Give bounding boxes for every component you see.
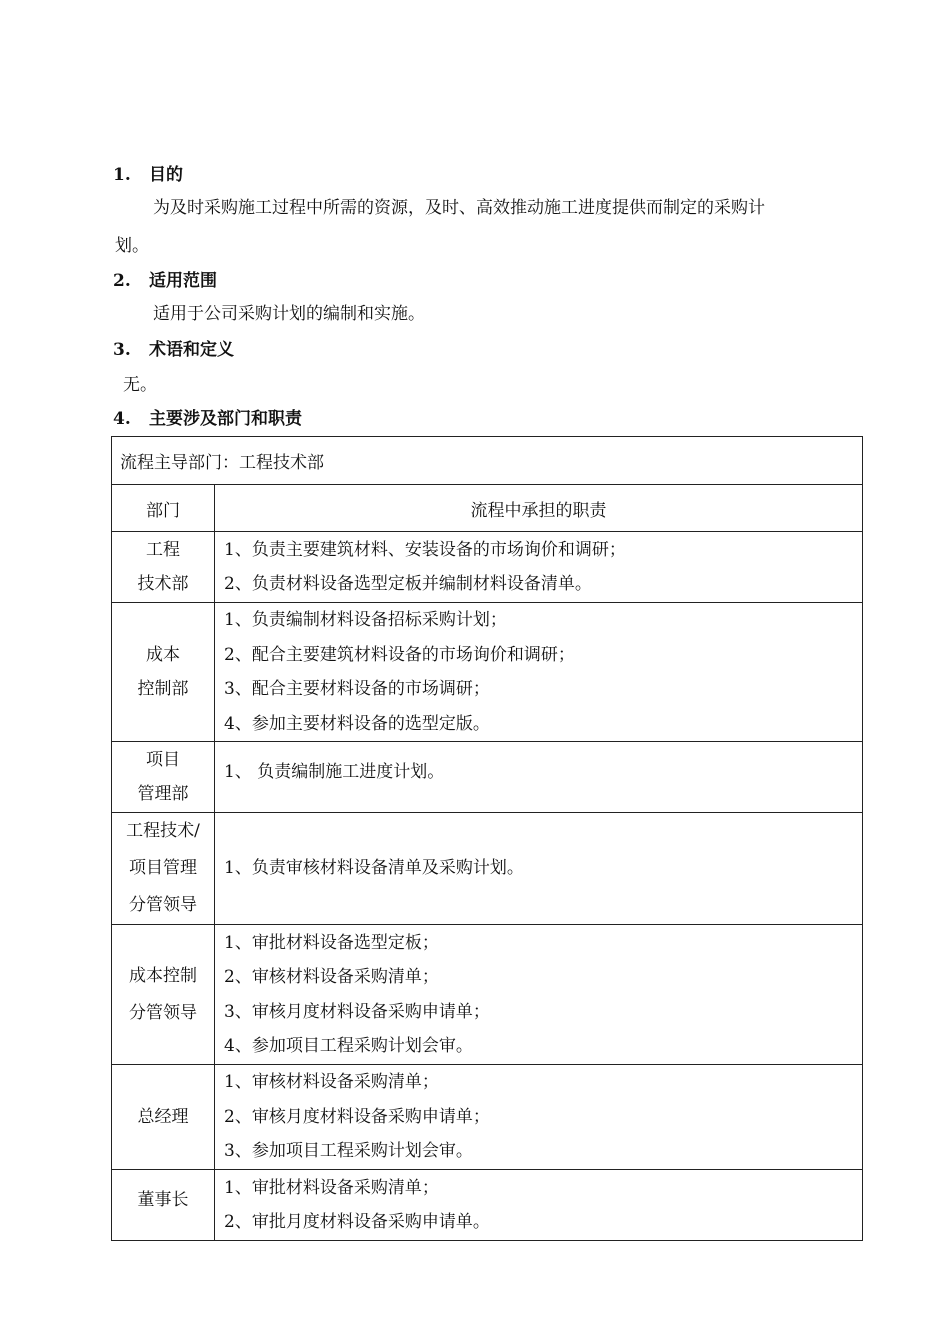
table-row: [112, 532, 863, 603]
scope-text: 适用于公司采购计划的编制和实施。: [153, 304, 425, 324]
duties-cell: 1、 负责编制施工进度计划。: [215, 742, 863, 813]
duties-cell: 1、审批材料设备采购清单； 2、审批月度材料设备采购申请单。: [215, 1170, 863, 1241]
table-row: [112, 1065, 863, 1170]
table-row: [112, 925, 863, 1065]
table-row: [112, 1170, 863, 1241]
dept-cell: 成本控制 分管领导: [112, 925, 215, 1065]
lead-dept-row: [112, 437, 863, 485]
duties-cell: 1、审核材料设备采购清单； 2、审核月度材料设备采购申请单； 3、参加项目工程采购计划会审。: [215, 1065, 863, 1170]
duties-cell: 1、负责审核材料设备清单及采购计划。: [215, 813, 863, 925]
lead-dept-cell: 流程主导部门：工程技术部: [112, 437, 863, 485]
duties-cell: 1、负责编制材料设备招标采购计划； 2、配合主要建筑材料设备的市场询价和调研； 3、配合主要材料设备的市场调研； 4、参加主要材料设备的选型定版。: [215, 603, 863, 742]
responsibility-table: [111, 436, 863, 1241]
section-heading-scope: 2. 适用范围: [113, 271, 217, 291]
table-row: [112, 742, 863, 813]
dept-cell: 成本 控制部: [112, 603, 215, 742]
terms-text: 无。: [123, 375, 157, 395]
dept-cell: 项目 管理部: [112, 742, 215, 813]
table-row: [112, 603, 863, 742]
section-heading-purpose: 1. 目的: [113, 165, 183, 185]
dept-cell: 工程 技术部: [112, 532, 215, 603]
dept-cell: 董事长: [112, 1170, 215, 1241]
section-heading-terms: 3. 术语和定义: [113, 340, 234, 360]
col-header-dept: 部门: [112, 485, 215, 532]
duties-cell: 1、负责主要建筑材料、安装设备的市场询价和调研； 2、负责材料设备选型定板并编制材料设备清单。: [215, 532, 863, 603]
col-header-duties: 流程中承担的职责: [215, 485, 863, 532]
duties-cell: 1、审批材料设备选型定板； 2、审核材料设备采购清单； 3、审核月度材料设备采购申请单； 4、参加项目工程采购计划会审。: [215, 925, 863, 1065]
dept-cell: 总经理: [112, 1065, 215, 1170]
purpose-text-line1: 为及时采购施工过程中所需的资源，及时、高效推动施工进度提供而制定的采购计: [153, 198, 765, 218]
section-heading-responsibilities: 4. 主要涉及部门和职责: [113, 409, 302, 429]
table-row: [112, 813, 863, 925]
purpose-text-line2: 划。: [115, 236, 149, 256]
table-header-row: [112, 485, 863, 532]
dept-cell: 工程技术/ 项目管理 分管领导: [112, 813, 215, 925]
